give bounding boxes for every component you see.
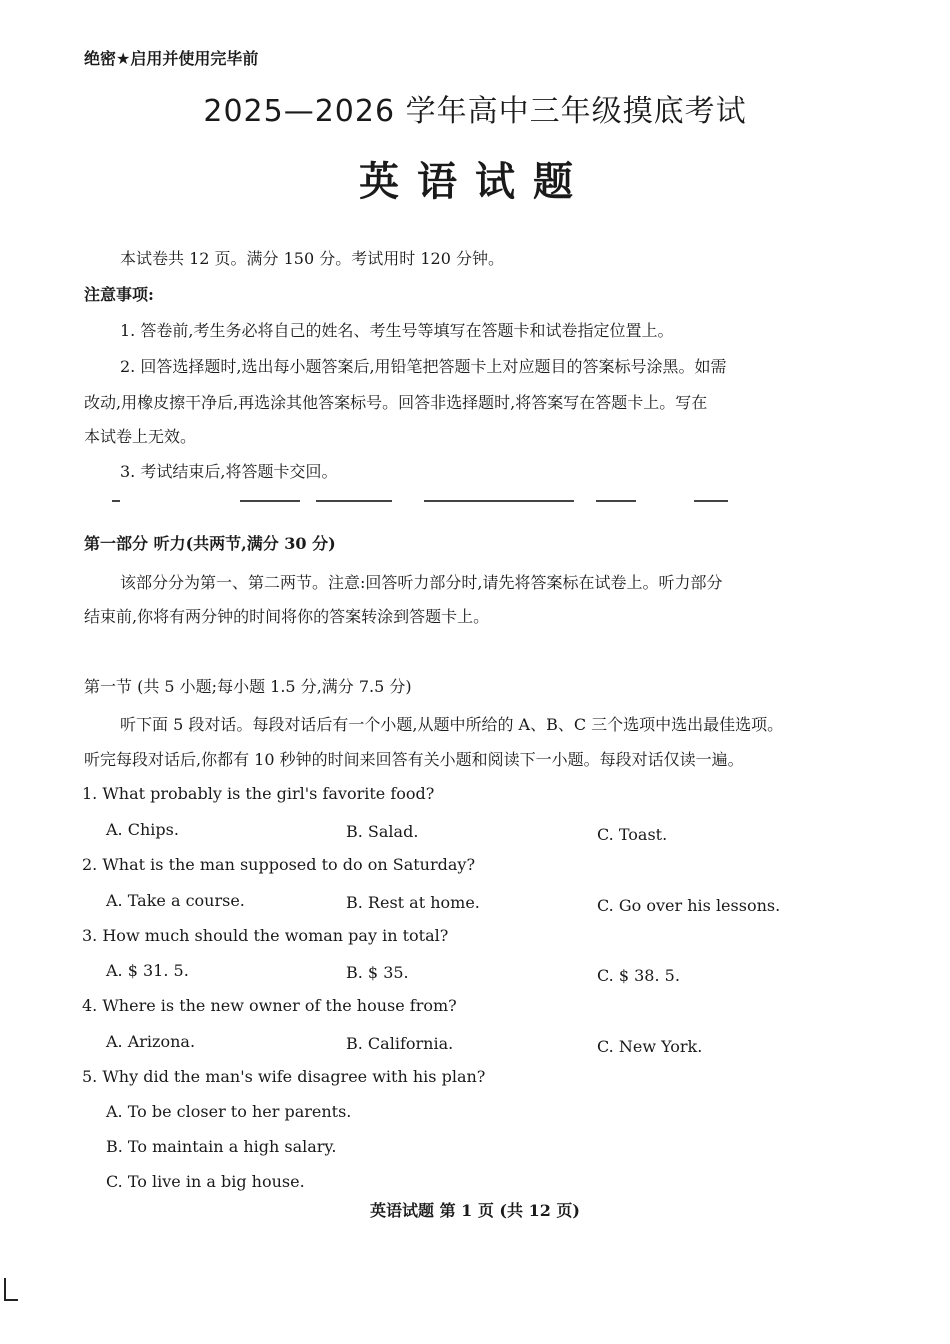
question-4: 4. Where is the new owner of the house from? [82,996,457,1015]
q5-option-a: A. To be closer to her parents. [106,1102,352,1121]
q1-option-c: C. Toast. [597,825,668,844]
q3-option-a: A. $ 31. 5. [106,961,189,980]
q5-option-c: C. To live in a big house. [106,1172,305,1191]
q2-option-b: B. Rest at home. [346,893,480,912]
separator-dash [240,500,300,502]
question-5: 5. Why did the man's wife disagree with his plan? [82,1067,486,1086]
q2-option-a: A. Take a course. [106,891,245,910]
part1-heading: 第一部分 听力(共两节,满分 30 分) [84,534,336,553]
q1-option-b: B. Salad. [346,822,419,841]
confidential-label: 绝密★启用并使用完毕前 [84,49,259,68]
page-footer: 英语试题 第 1 页 (共 12 页) [370,1201,580,1220]
separator-dash [112,500,120,502]
separator-dash [596,500,636,502]
q1-option-a: A. Chips. [106,820,179,839]
question-1: 1. What probably is the girl's favorite food? [82,784,435,803]
q3-option-c: C. $ 38. 5. [597,966,680,985]
notes-item-3: 3. 考试结束后,将答题卡交回。 [120,462,338,481]
separator-dash [694,500,728,502]
scan-mark [4,1278,6,1300]
section1-desc-line-1: 听下面 5 段对话。每段对话后有一个小题,从题中所给的 A、B、C 三个选项中选出最佳选项。 [120,715,784,734]
notes-item-2-line-3: 本试卷上无效。 [84,427,197,446]
q2-option-c: C. Go over his lessons. [597,896,781,915]
q4-option-a: A. Arizona. [106,1032,196,1051]
part1-desc-line-2: 结束前,你将有两分钟的时间将你的答案转涂到答题卡上。 [84,607,490,626]
q4-option-b: B. California. [346,1034,454,1053]
q3-option-b: B. $ 35. [346,963,409,982]
scan-mark [4,1299,18,1301]
question-3: 3. How much should the woman pay in total? [82,926,449,945]
subject-title: 英语试题 [359,159,591,205]
section1-desc-line-2: 听完每段对话后,你都有 10 秒钟的时间来回答有关小题和阅读下一小题。每段对话仅读一遍。 [84,750,744,769]
separator-dash [424,500,574,502]
notes-item-1: 1. 答卷前,考生务必将自己的姓名、考生号等填写在答题卡和试卷指定位置上。 [120,321,674,340]
separator-dash [316,500,392,502]
notes-heading: 注意事项: [84,285,154,304]
intro-text: 本试卷共 12 页。满分 150 分。考试用时 120 分钟。 [120,249,504,268]
q5-option-b: B. To maintain a high salary. [106,1137,337,1156]
question-2: 2. What is the man supposed to do on Saturday? [82,855,476,874]
part1-desc-line-1: 该部分分为第一、第二两节。注意:回答听力部分时,请先将答案标在试卷上。听力部分 [120,573,723,592]
section1-heading: 第一节 (共 5 小题;每小题 1.5 分,满分 7.5 分) [84,677,412,696]
notes-item-2-line-2: 改动,用橡皮擦干净后,再选涂其他答案标号。回答非选择题时,将答案写在答题卡上。写在 [84,393,708,412]
exam-title: 2025—2026 学年高中三年级摸底考试 [203,94,747,129]
q4-option-c: C. New York. [597,1037,703,1056]
notes-item-2-line-1: 2. 回答选择题时,选出每小题答案后,用铅笔把答题卡上对应题目的答案标号涂黑。如需 [120,357,727,376]
